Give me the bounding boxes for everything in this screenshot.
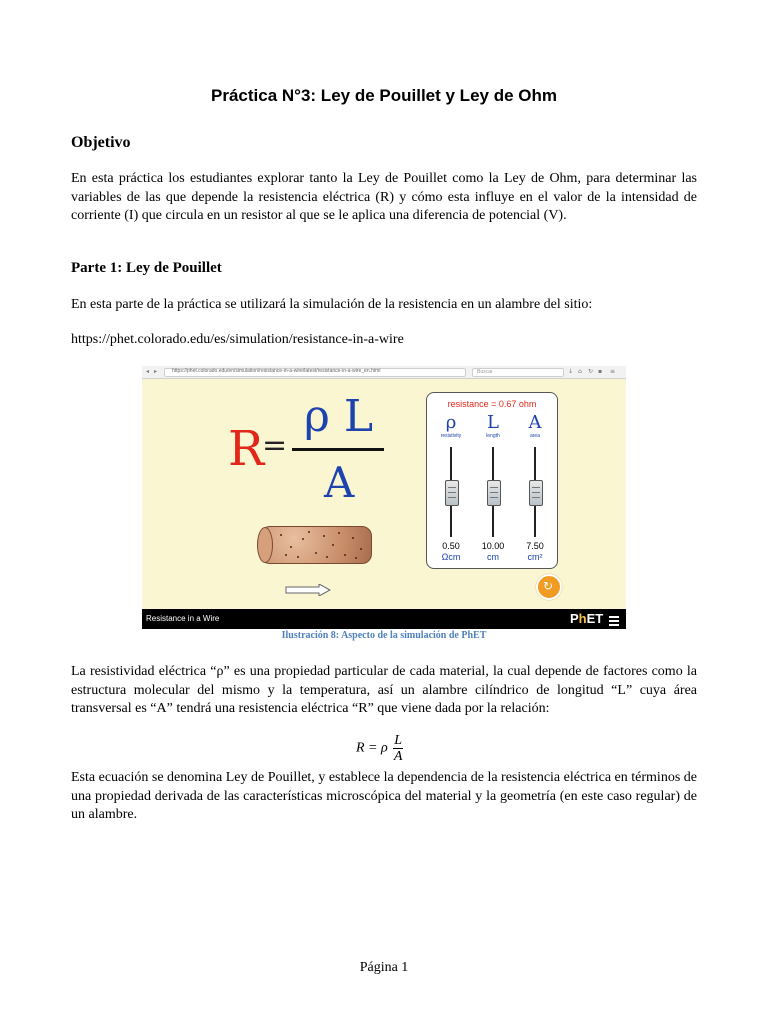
sim-title: Resistance in a Wire xyxy=(146,614,220,623)
objective-paragraph: En esta práctica los estudiantes explorar tanto la Ley de Pouillet como la Ley de Ohm, para determinar las variables de las que depende la resistencia eléctrica (R) y cómo esta influye en el valor de la intensidad de corriente (I) que circula en un resistor al que se le aplica una diferencia de potencial (V). xyxy=(71,171,697,223)
heading-objective: Objetivo xyxy=(71,134,131,151)
equation-denominator: A xyxy=(393,749,403,764)
length-thumb[interactable] xyxy=(487,480,501,506)
formula-R: R xyxy=(228,421,265,477)
arrow-right-icon xyxy=(285,584,331,596)
part1-intro-paragraph: En esta parte de la práctica se utilizará la simulación de la resistencia en un alambre del sitio: xyxy=(71,297,593,312)
browser-menu-icon[interactable]: ≡ xyxy=(610,368,616,375)
area-thumb[interactable] xyxy=(529,480,543,506)
wire-cylinder xyxy=(260,526,372,564)
resistivity-paragraph: La resistividad eléctrica “ρ” es una propiedad particular de cada material, la cual depende de factores como la estructura molecular del mismo y la temperatura, así un alambre cilíndrico de longitud “L” cuya área transversal es “A” tendrá una resistencia eléctrica “R” que viene dada por la relación: xyxy=(71,664,697,716)
length-symbol: L xyxy=(487,412,499,433)
back-icon[interactable]: ◂ xyxy=(146,368,150,375)
address-text: https://phet.colorado.edu/en/simulation/resistance-in-a-wire/latest/resistance-in-a-wire_en.html xyxy=(172,368,381,374)
reset-icon[interactable]: ↻ xyxy=(536,574,562,600)
length-label: length xyxy=(486,433,500,439)
area-value: 7.50 xyxy=(526,541,544,551)
download-icon[interactable]: ↓ xyxy=(568,368,574,375)
pouillet-equation xyxy=(356,733,403,764)
formula-fraction-line xyxy=(292,448,384,451)
resistivity-thumb[interactable] xyxy=(445,480,459,506)
formula-equals: = xyxy=(262,428,288,463)
menu-icon[interactable] xyxy=(609,616,619,628)
phet-logo[interactable]: PhET xyxy=(570,611,604,626)
page-number: Página 1 xyxy=(359,960,409,975)
wire-texture xyxy=(261,527,371,563)
resistance-readout: resistance = 0.67 ohm xyxy=(447,399,537,409)
browser-toolbar xyxy=(142,366,626,379)
reload-icon[interactable]: ↻ xyxy=(588,368,594,375)
equation-fraction xyxy=(393,733,403,764)
figure-caption: Ilustración 8: Aspecto de la simulación de PhET xyxy=(281,630,487,641)
area-unit: cm² xyxy=(527,552,543,562)
resistivity-label: resistivity xyxy=(440,433,462,439)
area-symbol: A xyxy=(528,412,542,433)
slider-panel xyxy=(426,392,558,569)
document-title: Práctica N°3: Ley de Pouillet y Ley de Ohm xyxy=(211,86,557,105)
simulation-url-link[interactable]: https://phet.colorado.edu/es/simulation/resistance-in-a-wire xyxy=(71,332,404,347)
resistivity-symbol: ρ xyxy=(445,412,457,433)
equation-lhs: R = ρ xyxy=(356,740,388,756)
length-unit: cm xyxy=(487,552,499,562)
sim-footer-bar xyxy=(142,609,626,629)
home-icon[interactable]: ⌂ xyxy=(578,368,582,375)
simulation-screenshot xyxy=(142,366,626,629)
equation-numerator: L xyxy=(394,733,403,748)
search-placeholder: Buscar xyxy=(477,369,493,375)
formula-denominator: A xyxy=(324,458,355,507)
length-value: 10.00 xyxy=(481,541,505,551)
resistivity-unit: Ωcm xyxy=(441,552,461,562)
lock-icon: ▪ xyxy=(598,368,603,375)
pouillet-paragraph: Esta ecuación se denomina Ley de Pouillet, y establece la dependencia de la resistencia eléctrica en términos de una propiedad derivada de las características microscópica del material y la geometría (en este caso regular) de un alambre. xyxy=(71,770,697,822)
area-label: area xyxy=(529,433,540,439)
browser-search-input[interactable] xyxy=(472,368,564,377)
formula-numerator: ρ L xyxy=(304,391,374,442)
resistivity-value: 0.50 xyxy=(442,541,460,551)
heading-part1: Parte 1: Ley de Pouillet xyxy=(71,260,222,276)
forward-icon[interactable]: ▸ xyxy=(154,368,158,375)
